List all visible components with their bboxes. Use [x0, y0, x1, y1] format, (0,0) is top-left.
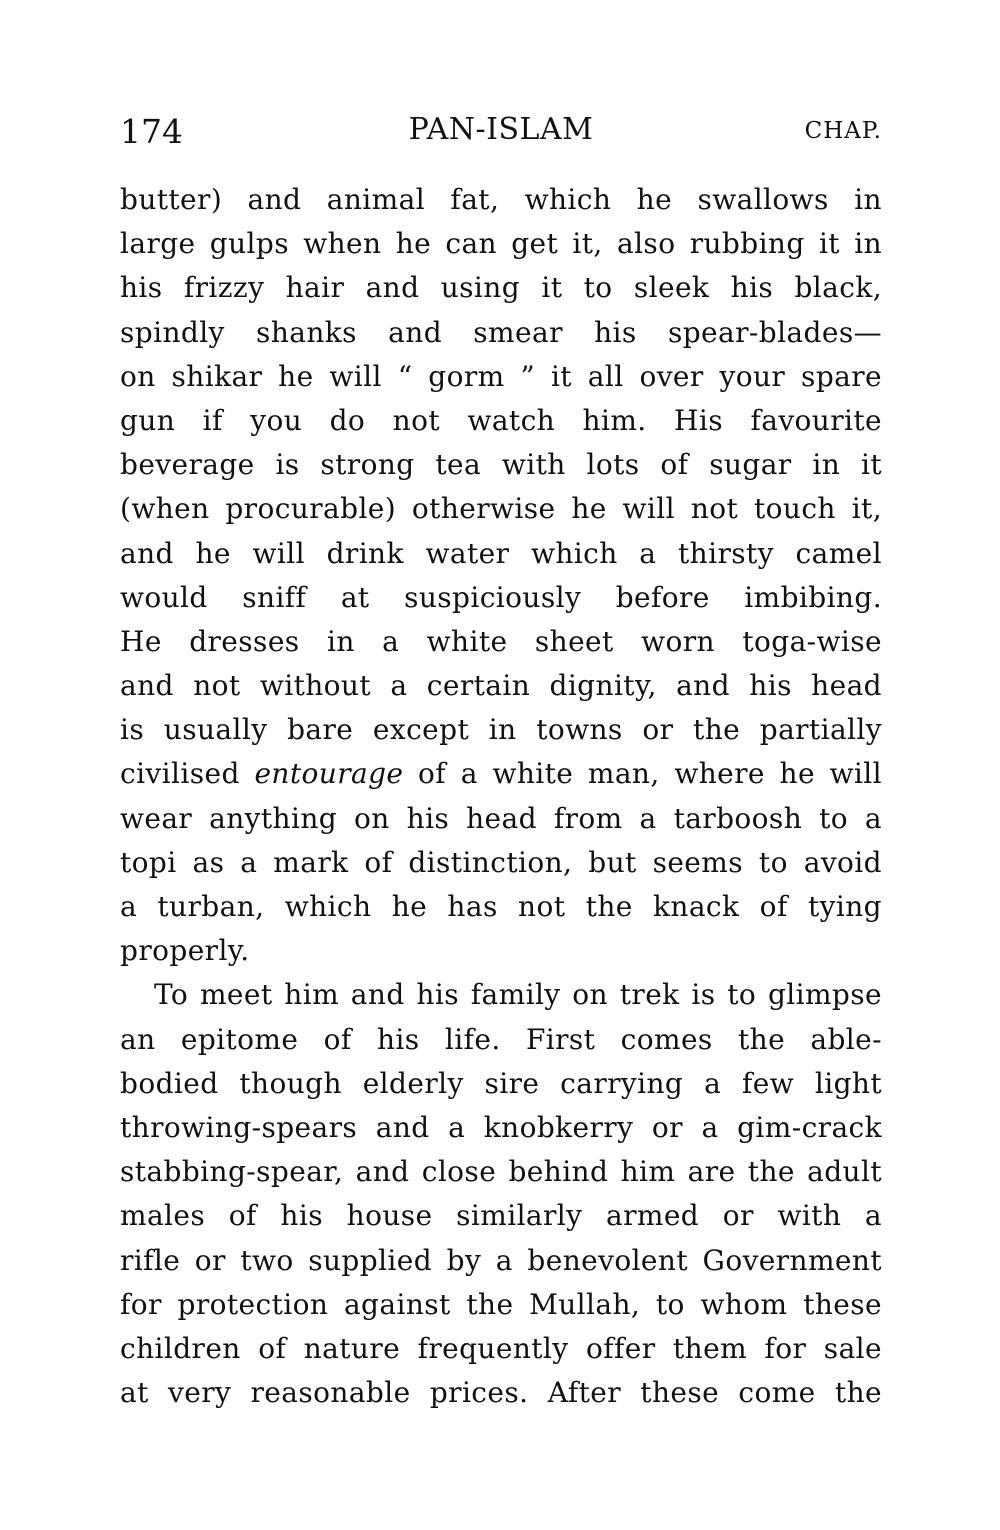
text-fragment: civilised	[120, 757, 255, 791]
text-line: spindly shanks and smear his spear-blades—	[120, 315, 882, 349]
text-line: wear anything on his head from a tarboosh to a	[120, 801, 882, 835]
text-line: He dresses in a white sheet worn toga-wise	[120, 624, 882, 658]
text-line: topi as a mark of distinction, but seems to avoid	[120, 845, 882, 879]
text-line: stabbing-spear, and close behind him are the adult	[120, 1155, 882, 1189]
paragraph-1	[120, 178, 882, 973]
page-number: 174	[120, 112, 183, 151]
paragraph-2	[120, 973, 882, 1415]
text-line: To meet him and his family on trek is to glimpse	[154, 978, 882, 1012]
text-line: his frizzy hair and using it to sleek his black,	[120, 271, 882, 305]
text-line: at very reasonable prices. After these come the	[120, 1376, 882, 1410]
text-line: and not without a certain dignity, and his head	[120, 669, 882, 703]
text-line: bodied though elderly sire carrying a few light	[120, 1066, 882, 1100]
text-line: (when procurable) otherwise he will not touch it,	[120, 492, 882, 526]
text-line	[120, 752, 882, 796]
running-title: PAN-ISLAM	[408, 112, 594, 147]
text-line: properly.	[120, 934, 250, 968]
text-line: butter) and animal fat, which he swallows in	[120, 183, 882, 216]
text-line: children of nature frequently offer them for sale	[120, 1331, 882, 1365]
text-line: rifle or two supplied by a benevolent Government	[120, 1243, 882, 1277]
text-line: males of his house similarly armed or with a	[120, 1199, 882, 1233]
text-line: for protection against the Mullah, to whom these	[120, 1287, 882, 1321]
text-line: an epitome of his life. First comes the able-	[120, 1022, 882, 1056]
text-line: would sniff at suspiciously before imbibing.	[120, 580, 882, 614]
text-line: beverage is strong tea with lots of sugar in it	[120, 448, 882, 482]
body-text	[120, 178, 882, 1415]
page-header	[120, 112, 882, 160]
italic-term: entourage	[254, 757, 404, 791]
text-line: gun if you do not watch him. His favourite	[120, 403, 882, 437]
text-line: and he will drink water which a thirsty camel	[120, 536, 882, 570]
text-line: is usually bare except in towns or the partially	[120, 713, 882, 747]
chapter-label: CHAP.	[804, 118, 882, 144]
text-line: a turban, which he has not the knack of tying	[120, 890, 882, 923]
text-fragment: of a white man, where he will	[403, 757, 882, 791]
text-line: large gulps when he can get it, also rubbing it in	[120, 227, 882, 261]
text-line: throwing-spears and a knobkerry or a gim-crack	[120, 1110, 882, 1144]
text-line: on shikar he will “ gorm ” it all over your spare	[120, 359, 882, 393]
